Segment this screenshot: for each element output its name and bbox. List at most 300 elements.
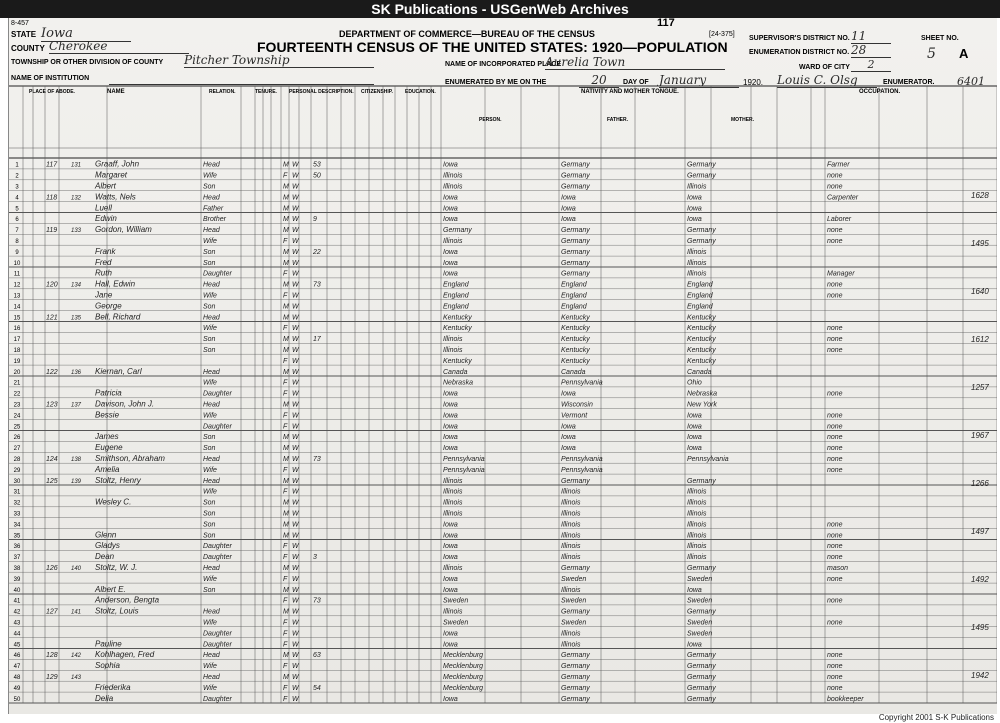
father-birthplace: Pennsylvania xyxy=(561,466,603,474)
sex: F xyxy=(283,466,288,474)
relation: Wife xyxy=(203,412,217,420)
place-label: NAME OF INCORPORATED PLACE xyxy=(445,61,562,68)
sex: M xyxy=(283,401,289,409)
birthplace: Canada xyxy=(443,368,468,376)
age: 73 xyxy=(313,281,321,289)
institution-label: NAME OF INSTITUTION xyxy=(11,75,90,82)
sex: F xyxy=(283,423,288,431)
mother-birthplace: Germany xyxy=(687,161,716,169)
mother-birthplace: New York xyxy=(687,401,717,409)
sex: M xyxy=(283,161,289,169)
race: W xyxy=(292,357,299,365)
relation: Head xyxy=(203,674,220,681)
relation: Son xyxy=(203,434,216,442)
relation: Son xyxy=(203,248,216,256)
occupation: none xyxy=(827,532,843,540)
relation: Son xyxy=(203,445,216,453)
race: W xyxy=(292,336,299,344)
birthplace: Iowa xyxy=(443,554,458,562)
relation: Wife xyxy=(203,379,217,387)
line-number: 12 xyxy=(13,282,21,289)
birthplace: Iowa xyxy=(443,259,458,267)
relation: Wife xyxy=(203,488,217,496)
race: W xyxy=(292,303,299,311)
department-line: DEPARTMENT OF COMMERCE—BUREAU OF THE CENSUS xyxy=(339,29,595,39)
birthplace: Mecklenburg xyxy=(443,684,484,692)
sheet-label: SHEET NO. xyxy=(921,35,959,42)
line-number: 30 xyxy=(13,478,21,485)
birthplace: Iowa xyxy=(443,532,458,540)
race: W xyxy=(292,401,299,409)
line-number: 33 xyxy=(13,511,21,518)
birthplace: Iowa xyxy=(443,543,458,551)
race: W xyxy=(292,510,299,518)
line-number: 43 xyxy=(13,620,21,627)
page-number: 117 xyxy=(657,17,675,29)
person-name: Kohlhagen, Fred xyxy=(95,650,155,660)
mother-birthplace: Iowa xyxy=(687,205,702,213)
race: W xyxy=(292,652,299,660)
sex: F xyxy=(283,543,288,551)
race: W xyxy=(292,695,299,703)
birthplace: Iowa xyxy=(443,248,458,256)
family-number: 139 xyxy=(71,478,82,485)
line-number: 6 xyxy=(15,217,19,224)
relation: Daughter xyxy=(203,695,232,703)
line-number: 19 xyxy=(13,358,21,365)
age: 22 xyxy=(313,248,321,256)
person-name: Graaff, John xyxy=(95,159,140,169)
line-number: 42 xyxy=(13,609,21,616)
line-number: 32 xyxy=(13,500,21,507)
race: W xyxy=(292,608,299,616)
occupation: none xyxy=(827,347,843,354)
mother-birthplace: Iowa xyxy=(687,434,702,442)
sex: M xyxy=(283,205,289,213)
birthplace: Illinois xyxy=(443,172,463,180)
birthplace: Iowa xyxy=(443,194,458,202)
occupation: bookkeeper xyxy=(827,695,864,703)
father-birthplace: Kentucky xyxy=(561,336,590,344)
birthplace: Iowa xyxy=(443,401,458,409)
birthplace: Illinois xyxy=(443,488,463,496)
person-name: Smithson, Abraham xyxy=(95,454,165,463)
race: W xyxy=(292,456,299,463)
birthplace: Illinois xyxy=(443,238,463,245)
line-number: 47 xyxy=(13,664,21,671)
mother-birthplace: Kentucky xyxy=(687,336,716,344)
margin-note: 1628 xyxy=(971,191,989,200)
sex: M xyxy=(283,303,289,311)
margin-note: 1967 xyxy=(971,431,989,440)
birthplace: Pennsylvania xyxy=(443,466,485,474)
margin-note: 1942 xyxy=(971,671,989,680)
enumeration-month: January xyxy=(659,73,739,88)
sex: F xyxy=(283,554,288,562)
person-name: Albert E. xyxy=(95,584,126,594)
line-number: 41 xyxy=(13,598,21,605)
birthplace: Illinois xyxy=(443,347,463,354)
dwelling-number: 117 xyxy=(46,161,58,169)
mother-birthplace: Germany xyxy=(687,227,716,235)
mother-birthplace: England xyxy=(687,292,713,300)
copyright-notice: Copyright 2001 S-K Publications xyxy=(878,713,994,722)
sex: M xyxy=(283,521,289,529)
relation: Son xyxy=(203,499,216,507)
birthplace: England xyxy=(443,281,469,289)
sex: F xyxy=(283,641,288,649)
person-name: Luell xyxy=(95,203,112,213)
line-number: 20 xyxy=(13,369,21,376)
father-birthplace: Illinois xyxy=(561,532,581,540)
birthplace: Iowa xyxy=(443,412,458,420)
race: W xyxy=(292,554,299,562)
occupation: none xyxy=(827,466,843,474)
line-number: 11 xyxy=(13,271,21,278)
race: W xyxy=(292,412,299,420)
father-birthplace: Germany xyxy=(561,172,590,180)
family-number: 143 xyxy=(71,675,82,681)
line-number: 23 xyxy=(13,402,21,409)
sex: M xyxy=(283,445,289,453)
birthplace: Kentucky xyxy=(443,314,472,322)
group-name: NAME xyxy=(107,89,125,95)
line-number: 40 xyxy=(13,587,21,594)
sex: F xyxy=(283,172,288,180)
father-birthplace: Kentucky xyxy=(561,357,590,365)
father-birthplace: Germany xyxy=(561,684,590,692)
mother-birthplace: Germany xyxy=(687,674,716,681)
enumeration-district-label: ENUMERATION DISTRICT NO. xyxy=(749,49,850,56)
person-name: Davison, John J. xyxy=(95,399,155,409)
father-birthplace: Iowa xyxy=(561,216,576,224)
census-sheet xyxy=(8,18,997,714)
person-name: Jane xyxy=(95,290,113,300)
relation: Head xyxy=(203,281,220,289)
group-relation: RELATION. xyxy=(209,89,236,95)
sex: M xyxy=(283,368,289,376)
line-number: 5 xyxy=(15,206,19,213)
mother-birthplace: Germany xyxy=(687,663,716,671)
mother-birthplace: Sweden xyxy=(687,597,713,605)
person-name: George xyxy=(95,301,122,311)
mother-birthplace: Ohio xyxy=(687,379,702,387)
line-number: 1 xyxy=(15,162,19,169)
race: W xyxy=(292,172,299,180)
father-birthplace: Canada xyxy=(561,368,586,376)
father-birthplace: Germany xyxy=(561,238,590,245)
sex: M xyxy=(283,216,289,224)
line-number: 9 xyxy=(15,249,19,256)
birthplace: Iowa xyxy=(443,630,458,638)
line-number: 8 xyxy=(15,239,19,245)
father-birthplace: Iowa xyxy=(561,434,576,442)
relation: Daughter xyxy=(203,423,232,431)
person-name: Stoltz, Henry xyxy=(95,475,141,485)
dwelling-number: 127 xyxy=(46,608,58,616)
race: W xyxy=(292,379,299,387)
sex: M xyxy=(283,565,289,572)
race: W xyxy=(292,543,299,551)
group-occupation: OCCUPATION. xyxy=(859,89,901,95)
relation: Son xyxy=(203,521,216,529)
occupation: none xyxy=(827,674,843,681)
line-number: 39 xyxy=(13,576,21,583)
dwelling-number: 123 xyxy=(46,401,58,409)
person-name: Friederika xyxy=(95,682,131,692)
enumerated-label: ENUMERATED BY ME ON THE xyxy=(445,79,547,86)
line-number: 13 xyxy=(13,293,21,300)
relation: Head xyxy=(203,368,220,376)
father-birthplace: Iowa xyxy=(561,390,576,398)
race: W xyxy=(292,641,299,649)
mother-birthplace: Germany xyxy=(687,695,716,703)
sheet-number: 5 xyxy=(927,46,936,62)
birthplace: Illinois xyxy=(443,477,463,485)
person-name: Gladys xyxy=(95,541,120,551)
mother-birthplace: Illinois xyxy=(687,270,707,278)
birthplace: Iowa xyxy=(443,521,458,529)
sex: M xyxy=(283,281,289,289)
father-birthplace: Germany xyxy=(561,259,590,267)
person-name: Edwin xyxy=(95,214,117,224)
race: W xyxy=(292,248,299,256)
father-birthplace: Germany xyxy=(561,674,590,681)
relation: Father xyxy=(203,205,224,213)
race: W xyxy=(292,619,299,627)
father-birthplace: Germany xyxy=(561,270,590,278)
person-name: Gordon, William xyxy=(95,225,152,235)
family-number: 132 xyxy=(71,195,82,202)
sex: M xyxy=(283,510,289,518)
mother-birthplace: Germany xyxy=(687,565,716,572)
family-number: 134 xyxy=(71,282,82,289)
father-birthplace: Iowa xyxy=(561,205,576,213)
dwelling-number: 124 xyxy=(46,456,58,463)
group-personal-description: PERSONAL DESCRIPTION. xyxy=(289,89,354,95)
line-number: 10 xyxy=(13,260,21,267)
mother-birthplace: Iowa xyxy=(687,586,702,594)
line-number: 17 xyxy=(13,337,21,344)
relation: Son xyxy=(203,586,216,594)
mother-birthplace: Canada xyxy=(687,368,712,376)
race: W xyxy=(292,259,299,267)
father-birthplace: Germany xyxy=(561,248,590,256)
line-number: 16 xyxy=(13,326,21,333)
family-number: 140 xyxy=(71,566,82,572)
margin-note: 1492 xyxy=(971,575,989,584)
dwelling-number: 121 xyxy=(46,314,58,322)
person-name: Wesley C. xyxy=(95,497,132,507)
sheet-letter: A xyxy=(959,46,969,61)
form-code: [24-375] xyxy=(709,31,735,38)
mother-birthplace: Germany xyxy=(687,477,716,485)
person-name: Margaret xyxy=(95,170,128,180)
father-birthplace: Illinois xyxy=(561,499,581,507)
occupation: none xyxy=(827,412,843,420)
ward-label: WARD OF CITY xyxy=(799,64,850,71)
relation: Son xyxy=(203,510,216,518)
race: W xyxy=(292,586,299,594)
group-citizenship: CITIZENSHIP. xyxy=(361,89,393,95)
sex: M xyxy=(283,259,289,267)
nativity-person: PERSON. xyxy=(479,117,502,123)
sex: M xyxy=(283,608,289,616)
father-birthplace: Pennsylvania xyxy=(561,456,603,463)
archive-banner: SK Publications - USGenWeb Archives xyxy=(0,0,1000,18)
relation: Daughter xyxy=(203,630,232,638)
birthplace: Illinois xyxy=(443,565,463,572)
race: W xyxy=(292,281,299,289)
line-number: 38 xyxy=(13,566,21,572)
nativity-father: FATHER. xyxy=(607,117,629,123)
family-number: 131 xyxy=(71,162,82,169)
occupation: none xyxy=(827,445,843,453)
dwelling-number: 129 xyxy=(46,674,58,681)
mother-birthplace: Sweden xyxy=(687,630,713,638)
line-number: 36 xyxy=(13,544,21,551)
line-number: 35 xyxy=(13,533,21,540)
person-name: Frank xyxy=(95,246,116,256)
margin-note: 1257 xyxy=(971,383,989,392)
relation: Son xyxy=(203,336,216,344)
family-number: 133 xyxy=(71,228,82,235)
occupation: none xyxy=(827,575,843,583)
father-birthplace: Germany xyxy=(561,183,590,191)
mother-birthplace: Iowa xyxy=(687,423,702,431)
race: W xyxy=(292,565,299,572)
race: W xyxy=(292,575,299,583)
mother-birthplace: Illinois xyxy=(687,521,707,529)
relation: Wife xyxy=(203,575,217,583)
occupation: none xyxy=(827,619,843,627)
relation: Head xyxy=(203,401,220,409)
race: W xyxy=(292,227,299,235)
birthplace: Iowa xyxy=(443,390,458,398)
person-name: Bell, Richard xyxy=(95,312,141,322)
line-number: 24 xyxy=(13,413,21,420)
person-name: Ruth xyxy=(95,268,112,278)
birthplace: Pennsylvania xyxy=(443,456,485,463)
relation: Son xyxy=(203,183,216,191)
supervisor-value: 11 xyxy=(851,29,891,44)
person-name: Glenn xyxy=(95,530,117,540)
race: W xyxy=(292,466,299,474)
occupation: none xyxy=(827,554,843,562)
sex: M xyxy=(283,499,289,507)
birthplace: Iowa xyxy=(443,205,458,213)
margin-note: 1266 xyxy=(971,479,989,488)
occupation: none xyxy=(827,183,843,191)
age: 50 xyxy=(313,172,321,180)
county-value: Cherokee xyxy=(49,39,189,54)
family-number: 138 xyxy=(71,457,82,463)
place-value: Aurelia Town xyxy=(545,55,725,70)
sex: F xyxy=(283,238,288,245)
line-number: 26 xyxy=(13,435,21,442)
township-value: Pitcher Township xyxy=(184,53,374,68)
sex: F xyxy=(283,619,288,627)
enumeration-day: 20 xyxy=(579,73,619,88)
group-nativity: NATIVITY AND MOTHER TONGUE. xyxy=(581,89,679,95)
father-birthplace: England xyxy=(561,303,587,311)
father-birthplace: Illinois xyxy=(561,521,581,529)
relation: Head xyxy=(203,652,220,660)
birthplace: England xyxy=(443,292,469,300)
person-name: Anderson, Bengta xyxy=(95,595,160,605)
margin-number: 6401 xyxy=(957,75,985,88)
occupation: none xyxy=(827,543,843,551)
dwelling-number: 119 xyxy=(46,227,58,235)
line-number: 28 xyxy=(13,457,21,463)
relation: Son xyxy=(203,259,216,267)
person-name: Sophia xyxy=(95,661,120,671)
race: W xyxy=(292,434,299,442)
county-label: COUNTY xyxy=(11,44,45,53)
dwelling-number: 125 xyxy=(46,477,58,485)
sex: M xyxy=(283,652,289,660)
sex: F xyxy=(283,488,288,496)
line-number: 46 xyxy=(13,653,21,660)
occupation: none xyxy=(827,281,843,289)
race: W xyxy=(292,521,299,529)
line-number: 22 xyxy=(13,391,21,398)
mother-birthplace: Germany xyxy=(687,608,716,616)
father-birthplace: Germany xyxy=(561,565,590,572)
occupation: none xyxy=(827,521,843,529)
relation: Wife xyxy=(203,663,217,671)
birthplace: Iowa xyxy=(443,270,458,278)
age: 73 xyxy=(313,597,321,605)
family-number: 137 xyxy=(71,402,82,409)
occupation: none xyxy=(827,652,843,660)
race: W xyxy=(292,314,299,322)
mother-birthplace: Illinois xyxy=(687,499,707,507)
person-name: Bessie xyxy=(95,410,120,420)
occupation: none xyxy=(827,663,843,671)
mother-birthplace: Sweden xyxy=(687,619,713,627)
person-name: James xyxy=(95,432,119,442)
person-name: Fred xyxy=(95,257,112,267)
sex: M xyxy=(283,477,289,485)
line-number: 31 xyxy=(13,489,21,496)
line-number: 37 xyxy=(13,555,21,562)
state-label: STATE xyxy=(11,30,37,39)
group-tenure: TENURE. xyxy=(255,89,277,95)
birthplace: Sweden xyxy=(443,597,469,605)
relation: Wife xyxy=(203,684,217,692)
relation: Wife xyxy=(203,172,217,180)
person-name: Dean xyxy=(95,552,115,562)
mother-birthplace: Kentucky xyxy=(687,357,716,365)
enumerator-name: Louis C. Olsg xyxy=(777,73,877,88)
person-name: Stoltz, W. J. xyxy=(95,563,138,572)
birthplace: Kentucky xyxy=(443,357,472,365)
dwelling-number: 122 xyxy=(46,368,58,376)
birthplace: England xyxy=(443,303,469,311)
age: 54 xyxy=(313,684,321,692)
race: W xyxy=(292,630,299,638)
supervisor-label: SUPERVISOR'S DISTRICT NO. xyxy=(749,35,850,42)
father-birthplace: Wisconsin xyxy=(561,401,593,409)
mother-birthplace: Pennsylvania xyxy=(687,456,729,463)
person-name: Amelia xyxy=(95,464,120,474)
mother-birthplace: Nebraska xyxy=(687,390,717,398)
birthplace: Iowa xyxy=(443,216,458,224)
nativity-mother: MOTHER. xyxy=(731,117,755,123)
relation: Head xyxy=(203,314,220,322)
line-number: 25 xyxy=(13,424,21,431)
